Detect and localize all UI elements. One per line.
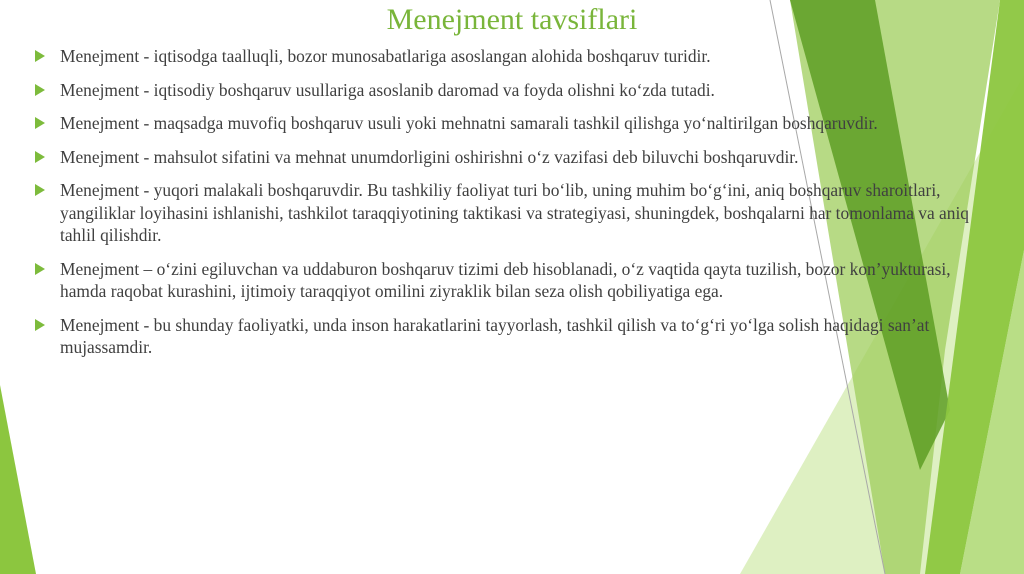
triangle-bullet-icon <box>35 319 45 331</box>
bullet-item <box>33 258 983 303</box>
left-green-shape <box>0 385 36 574</box>
bullet-item <box>33 112 983 135</box>
triangle-bullet-icon <box>35 184 45 196</box>
bullet-text: Menejment - yuqori malakali boshqaruvdir. Bu tashkiliy faoliyat turi bo‘lib, uning muhim bo‘g‘ini, aniq boshqaruv sharoitlari, yangiliklar loyihasini ishlanishi, tashkilot taraqqiyotining taktikasi va strategiyasi, shuningdek, boshqalarni har tomonlama va aniq tahlil qilishdir. <box>60 180 969 245</box>
bullet-list <box>33 45 983 370</box>
bullet-text: Menejment – o‘zini egiluvchan va uddaburon boshqaruv tizimi deb hisoblanadi, o‘z vaqtida qayta tuzilish, bozor kon’yukturasi, hamda raqobat kurashini, ijtimoiy taraqqiyot omilini ziyraklik bilan seza olish qobiliyatiga ega. <box>60 258 951 301</box>
bullet-text: Menejment - iqtisodiy boshqaruv usullariga asoslanib daromad va foyda olishni ko‘zda tutadi. <box>60 79 715 100</box>
bullet-text: Menejment - bu shunday faoliyatki, unda inson harakatlarini tayyorlash, tashkil qilish va to‘g‘ri yo‘lga solish haqidagi san’at mujassamdir. <box>60 314 930 357</box>
slide-title: Menejment tavsiflari <box>386 3 638 36</box>
bullet-item <box>33 179 983 247</box>
bullet-text: Menejment - maqsadga muvofiq boshqaruv usuli yoki mehnatni samarali tashkil qilishga yo‘naltirilgan boshqaruvdir. <box>60 113 878 133</box>
triangle-bullet-icon <box>35 84 45 96</box>
triangle-bullet-icon <box>35 50 45 62</box>
bullet-text: Menejment - iqtisodga taalluqli, bozor munosabatlariga asoslangan alohida boshqaruv turidir. <box>60 46 711 66</box>
bullet-text: Menejment - mahsulot sifatini va mehnat unumdorligini oshirishni o‘z vazifasi deb biluvchi boshqaruvdir. <box>60 146 799 167</box>
bullet-item <box>33 79 983 102</box>
triangle-bullet-icon <box>35 117 45 129</box>
triangle-bullet-icon <box>35 151 45 163</box>
triangle-bullet-icon <box>35 263 45 275</box>
bullet-item <box>33 314 983 359</box>
bullet-item <box>33 45 983 68</box>
bullet-item <box>33 146 983 169</box>
